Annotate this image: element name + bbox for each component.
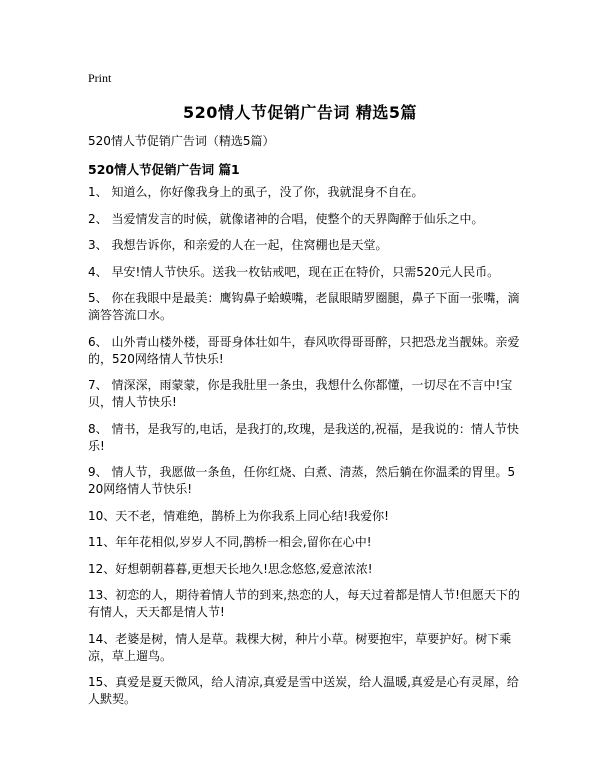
- list-item: 12、好想朝朝暮暮,更想天长地久!思念悠悠,爱意浓浓!: [88, 561, 373, 576]
- list-item: 10、天不老，情难绝，鹊桥上为你我系上同心结!我爱你!: [88, 508, 389, 523]
- list-item: 14、老婆是树，情人是草。栽棵大树，种片小草。树要抱牢，草要护好。树下乘凉，草上遛鸟。: [88, 631, 512, 663]
- list-item: 4、 早安!情人节快乐。送我一枚钻戒吧，现在正在特价，只需520元人民币。: [88, 264, 500, 279]
- list-item: 5、 你在我眼中是最美：鹰钩鼻子蛤蟆嘴，老鼠眼睛罗圈腿，鼻子下面一张嘴，滴滴答答流口水。: [88, 291, 520, 322]
- document-subtitle: 520情人节促销广告词（精选5篇）: [88, 134, 275, 148]
- list-item: 15、真爱是夏天微风，给人清凉,真爱是雪中送炭，给人温暖,真爱是心有灵犀，给人默契。: [88, 675, 519, 706]
- list-item: 6、 山外青山楼外楼，哥哥身体壮如牛，春风吹得哥哥醉，只把恐龙当靓妹。亲爱的，520网络情人节快乐!: [88, 334, 520, 366]
- document-title: 520情人节促销广告词 精选5篇: [182, 103, 418, 122]
- list-item: 11、年年花相似,岁岁人不同,鹊桥一相会,留你在心中!: [88, 535, 372, 549]
- section-heading: 520情人节促销广告词 篇1: [88, 162, 240, 177]
- list-item: 7、 情深深，雨蒙蒙，你是我肚里一条虫，我想什么你都懂，一切尽在不言中!宝贝，情人节快乐!: [88, 378, 513, 409]
- list-item: 13、初恋的人，期待着情人节的到来,热恋的人，每天过着都是情人节!但愿天下的有情人，天天都是情人节!: [88, 588, 520, 619]
- slogan-list: [88, 184, 520, 718]
- list-item: 9、 情人节，我愿做一条鱼，任你红烧、白煮、清蒸，然后躺在你温柔的胃里。520网络情人节快乐!: [88, 465, 516, 496]
- list-item: 1、 知道么，你好像我身上的虱子，没了你，我就混身不自在。: [88, 185, 424, 199]
- print-label: Print: [88, 71, 112, 85]
- list-item: 8、 情书，是我写的,电话，是我打的,玫瑰，是我送的,祝福，是我说的：情人节快乐!: [88, 421, 519, 453]
- list-item: 3、 我想告诉你，和亲爱的人在一起，住窝棚也是天堂。: [88, 238, 388, 252]
- list-item: 2、 当爱情发言的时候，就像诸神的合唱，使整个的天界陶醉于仙乐之中。: [88, 211, 484, 226]
